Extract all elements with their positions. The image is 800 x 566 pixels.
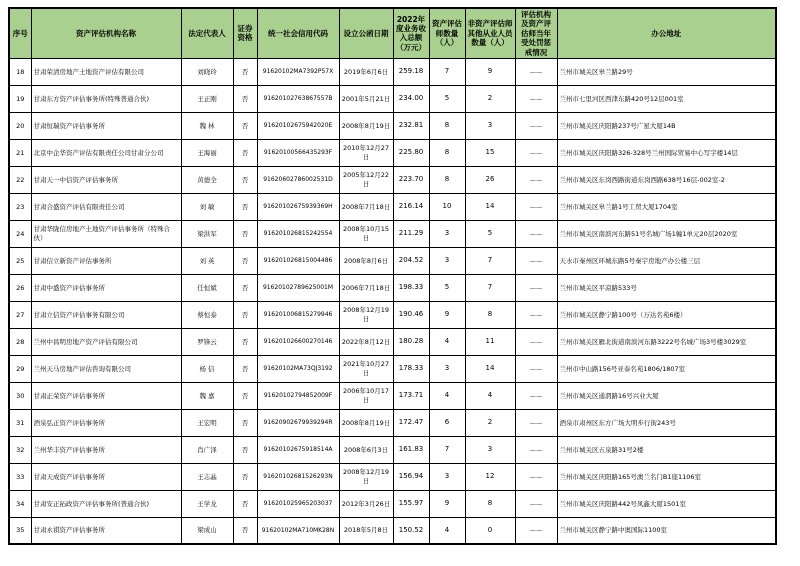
cell-income-2022: 173.71 xyxy=(393,382,429,409)
appraisal-agencies-table xyxy=(8,7,777,545)
cell-agency-name: 甘肃荣清房地产土地资产评估有限公司 xyxy=(31,58,181,85)
cell-credit-code: 91620100566435293F xyxy=(257,139,339,166)
cell-penalty-status: —— xyxy=(515,193,557,220)
table-row xyxy=(9,355,776,382)
col-header-appraiser-count: 资产评估师数量（人） xyxy=(429,8,465,58)
cell-other-staff-count: 9 xyxy=(465,58,515,85)
cell-legal-rep: 梁成山 xyxy=(181,517,233,544)
cell-credit-code: 916201026600270146 xyxy=(257,328,339,355)
cell-other-staff-count: 11 xyxy=(465,328,515,355)
cell-appraiser-count: 5 xyxy=(429,274,465,301)
cell-legal-rep: 刘晓玲 xyxy=(181,58,233,85)
cell-announce-date: 2008年12月19日 xyxy=(339,463,393,490)
cell-serial: 21 xyxy=(9,139,31,166)
cell-office-address: 兰州市城关区静宁路100号（万达名苑6楼） xyxy=(557,301,776,328)
cell-credit-code: 916201026815242554 xyxy=(257,220,339,247)
cell-appraiser-count: 8 xyxy=(429,139,465,166)
cell-credit-code: 91620902679939294R xyxy=(257,409,339,436)
cell-announce-date: 2012年3月26日 xyxy=(339,490,393,517)
cell-agency-name: 甘肃立信资产评估事务有限公司 xyxy=(31,301,181,328)
cell-income-2022: 232.81 xyxy=(393,112,429,139)
cell-serial: 29 xyxy=(9,355,31,382)
cell-serial: 33 xyxy=(9,463,31,490)
cell-announce-date: 2021年10月27日 xyxy=(339,355,393,382)
cell-credit-code: 91620102794852009F xyxy=(257,382,339,409)
cell-other-staff-count: 7 xyxy=(465,274,515,301)
cell-income-2022: 234.00 xyxy=(393,85,429,112)
cell-announce-date: 2008年10月15日 xyxy=(339,220,393,247)
cell-agency-name: 兰州中昌明房地产资产评估有限公司 xyxy=(31,328,181,355)
cell-other-staff-count: 4 xyxy=(465,382,515,409)
cell-income-2022: 211.29 xyxy=(393,220,429,247)
cell-legal-rep: 魏 嘉 xyxy=(181,382,233,409)
cell-income-2022: 155.97 xyxy=(393,490,429,517)
cell-agency-name: 甘肃永祺资产评估事务所 xyxy=(31,517,181,544)
cell-office-address: 兰州市城关区平凉路533号 xyxy=(557,274,776,301)
cell-legal-rep: 魏 林 xyxy=(181,112,233,139)
table-row xyxy=(9,112,776,139)
cell-credit-code: 91620102MA710MK28N xyxy=(257,517,339,544)
cell-income-2022: 150.52 xyxy=(393,517,429,544)
table-row xyxy=(9,328,776,355)
table-row xyxy=(9,166,776,193)
col-header-legal-rep: 法定代表人 xyxy=(181,8,233,58)
cell-securities-qualification: 否 xyxy=(233,490,257,517)
table-row xyxy=(9,193,776,220)
table-row xyxy=(9,382,776,409)
cell-appraiser-count: 6 xyxy=(429,409,465,436)
cell-serial: 18 xyxy=(9,58,31,85)
cell-income-2022: 259.18 xyxy=(393,58,429,85)
cell-securities-qualification: 否 xyxy=(233,193,257,220)
cell-announce-date: 2006年10月17日 xyxy=(339,382,393,409)
cell-credit-code: 916201026815004486 xyxy=(257,247,339,274)
cell-appraiser-count: 7 xyxy=(429,436,465,463)
cell-appraiser-count: 8 xyxy=(429,112,465,139)
cell-other-staff-count: 12 xyxy=(465,463,515,490)
cell-credit-code: 91620102681526293N xyxy=(257,463,339,490)
cell-credit-code: 91620102789625001M xyxy=(257,274,339,301)
cell-appraiser-count: 4 xyxy=(429,382,465,409)
cell-appraiser-count: 3 xyxy=(429,463,465,490)
cell-penalty-status: —— xyxy=(515,463,557,490)
cell-appraiser-count: 9 xyxy=(429,490,465,517)
cell-agency-name: 甘肃天成资产评估事务所 xyxy=(31,463,181,490)
cell-agency-name: 酒泉弘正资产评估事务所 xyxy=(31,409,181,436)
cell-legal-rep: 任恒斌 xyxy=(181,274,233,301)
col-header-credit-code: 统一社会信用代码 xyxy=(257,8,339,58)
cell-agency-name: 甘肃中盛资产评估事务所 xyxy=(31,274,181,301)
cell-legal-rep: 肖广泽 xyxy=(181,436,233,463)
cell-agency-name: 兰州华丰资产评估事务所 xyxy=(31,436,181,463)
cell-credit-code: 91620102763867557B xyxy=(257,85,339,112)
cell-agency-name: 北京中企华资产评估有限责任公司甘肃分公司 xyxy=(31,139,181,166)
cell-securities-qualification: 否 xyxy=(233,58,257,85)
cell-securities-qualification: 否 xyxy=(233,463,257,490)
cell-securities-qualification: 否 xyxy=(233,328,257,355)
cell-securities-qualification: 否 xyxy=(233,409,257,436)
cell-securities-qualification: 否 xyxy=(233,517,257,544)
cell-income-2022: 198.33 xyxy=(393,274,429,301)
cell-legal-rep: 罗锋云 xyxy=(181,328,233,355)
table-row xyxy=(9,139,776,166)
col-header-agency-name: 资产评估机构名称 xyxy=(31,8,181,58)
cell-announce-date: 2006年7月18日 xyxy=(339,274,393,301)
cell-penalty-status: —— xyxy=(515,301,557,328)
cell-office-address: 兰州市城关区庆阳路442号凤鑫大厦1501室 xyxy=(557,490,776,517)
cell-office-address: 兰州市城关区庆阳路237号广星大厦14B xyxy=(557,112,776,139)
cell-announce-date: 2001年5月21日 xyxy=(339,85,393,112)
cell-legal-rep: 王宏明 xyxy=(181,409,233,436)
cell-office-address: 天水市秦州区环城东路5号秦宇房地产办公楼三层 xyxy=(557,247,776,274)
cell-appraiser-count: 4 xyxy=(429,328,465,355)
table-row xyxy=(9,247,776,274)
table-row xyxy=(9,517,776,544)
table-row xyxy=(9,409,776,436)
cell-serial: 24 xyxy=(9,220,31,247)
table-row xyxy=(9,274,776,301)
cell-office-address: 兰州市城关区东岗西路街道东岗西路638号16层-002室-2 xyxy=(557,166,776,193)
table-body xyxy=(9,58,776,544)
cell-other-staff-count: 2 xyxy=(465,85,515,112)
cell-announce-date: 2008年8月19日 xyxy=(339,409,393,436)
cell-announce-date: 2019年6月6日 xyxy=(339,58,393,85)
cell-securities-qualification: 否 xyxy=(233,301,257,328)
cell-securities-qualification: 否 xyxy=(233,274,257,301)
cell-penalty-status: —— xyxy=(515,58,557,85)
cell-serial: 19 xyxy=(9,85,31,112)
cell-serial: 27 xyxy=(9,301,31,328)
table-row xyxy=(9,220,776,247)
cell-income-2022: 172.47 xyxy=(393,409,429,436)
cell-office-address: 兰州市城关区庆阳路326-328号兰州国际贸易中心写字楼14层 xyxy=(557,139,776,166)
cell-credit-code: 916201006815279946 xyxy=(257,301,339,328)
cell-other-staff-count: 3 xyxy=(465,112,515,139)
cell-securities-qualification: 否 xyxy=(233,355,257,382)
cell-serial: 28 xyxy=(9,328,31,355)
cell-serial: 34 xyxy=(9,490,31,517)
cell-income-2022: 178.33 xyxy=(393,355,429,382)
cell-credit-code: 916201025965203037 xyxy=(257,490,339,517)
cell-credit-code: 91620102675918514A xyxy=(257,436,339,463)
cell-serial: 22 xyxy=(9,166,31,193)
cell-securities-qualification: 否 xyxy=(233,220,257,247)
cell-legal-rep: 王学龙 xyxy=(181,490,233,517)
cell-income-2022: 156.94 xyxy=(393,463,429,490)
cell-other-staff-count: 26 xyxy=(465,166,515,193)
cell-penalty-status: —— xyxy=(515,247,557,274)
cell-serial: 30 xyxy=(9,382,31,409)
cell-legal-rep: 刘 英 xyxy=(181,247,233,274)
cell-appraiser-count: 9 xyxy=(429,301,465,328)
cell-serial: 32 xyxy=(9,436,31,463)
cell-legal-rep: 杨 信 xyxy=(181,355,233,382)
cell-penalty-status: —— xyxy=(515,166,557,193)
cell-penalty-status: —— xyxy=(515,112,557,139)
cell-legal-rep: 王志晶 xyxy=(181,463,233,490)
cell-other-staff-count: 3 xyxy=(465,436,515,463)
cell-agency-name: 甘肃信立新资产评估事务所 xyxy=(31,247,181,274)
cell-penalty-status: —— xyxy=(515,517,557,544)
cell-serial: 35 xyxy=(9,517,31,544)
cell-other-staff-count: 0 xyxy=(465,517,515,544)
cell-agency-name: 甘肃正荣资产评估事务所 xyxy=(31,382,181,409)
cell-agency-name: 甘肃华陇信房地产土地资产评估事务所（特殊合伙） xyxy=(31,220,181,247)
cell-office-address: 兰州市中山路156号亚泰名苑1806/1807室 xyxy=(557,355,776,382)
cell-other-staff-count: 5 xyxy=(465,220,515,247)
cell-appraiser-count: 7 xyxy=(429,58,465,85)
cell-agency-name: 甘肃安正拓政资产评估事务所(普通合伙) xyxy=(31,490,181,517)
cell-appraiser-count: 8 xyxy=(429,166,465,193)
cell-announce-date: 2022年8月12日 xyxy=(339,328,393,355)
cell-appraiser-count: 3 xyxy=(429,355,465,382)
cell-other-staff-count: 15 xyxy=(465,139,515,166)
col-header-income-2022: 2022年度业务收入总额（万元） xyxy=(393,8,429,58)
cell-announce-date: 2010年12月27日 xyxy=(339,139,393,166)
table-row xyxy=(9,463,776,490)
cell-serial: 23 xyxy=(9,193,31,220)
col-header-other-staff-count: 非资产评估师其他从业人员数量（人） xyxy=(465,8,515,58)
cell-income-2022: 223.70 xyxy=(393,166,429,193)
cell-credit-code: 91620102675939369H xyxy=(257,193,339,220)
cell-agency-name: 甘肃合盛资产评估有限责任公司 xyxy=(31,193,181,220)
cell-penalty-status: —— xyxy=(515,220,557,247)
col-header-penalty-status: 评估机构及资产评估师当年受处罚惩戒情况 xyxy=(515,8,557,58)
col-header-announce-date: 设立公函日期 xyxy=(339,8,393,58)
cell-other-staff-count: 8 xyxy=(465,301,515,328)
cell-office-address: 兰州市城关区皋兰路1号工贸大厦1704室 xyxy=(557,193,776,220)
cell-announce-date: 2008年6月3日 xyxy=(339,436,393,463)
cell-office-address: 兰州市城关区通渭路16号兴业大厦 xyxy=(557,382,776,409)
cell-penalty-status: —— xyxy=(515,409,557,436)
cell-legal-rep: 王正刚 xyxy=(181,85,233,112)
cell-penalty-status: —— xyxy=(515,85,557,112)
cell-office-address: 兰州市城关区庆阳路165号澳兰名门B1座1106室 xyxy=(557,463,776,490)
cell-appraiser-count: 3 xyxy=(429,247,465,274)
cell-penalty-status: —— xyxy=(515,328,557,355)
cell-income-2022: 225.80 xyxy=(393,139,429,166)
cell-securities-qualification: 否 xyxy=(233,382,257,409)
table-row xyxy=(9,436,776,463)
cell-legal-rep: 梁洪军 xyxy=(181,220,233,247)
cell-legal-rep: 王海丽 xyxy=(181,139,233,166)
cell-other-staff-count: 2 xyxy=(465,409,515,436)
cell-announce-date: 2005年12月22日 xyxy=(339,166,393,193)
cell-office-address: 兰州市城关区静宁路中奥国际1100室 xyxy=(557,517,776,544)
cell-announce-date: 2008年12月19日 xyxy=(339,301,393,328)
cell-other-staff-count: 7 xyxy=(465,247,515,274)
cell-legal-rep: 刘 敏 xyxy=(181,193,233,220)
cell-office-address: 兰州市七里河区西津东路420号12层001室 xyxy=(557,85,776,112)
cell-appraiser-count: 5 xyxy=(429,85,465,112)
cell-legal-rep: 蔡恒泰 xyxy=(181,301,233,328)
cell-appraiser-count: 4 xyxy=(429,517,465,544)
cell-credit-code: 91620102675942020E xyxy=(257,112,339,139)
cell-securities-qualification: 否 xyxy=(233,112,257,139)
cell-securities-qualification: 否 xyxy=(233,247,257,274)
col-header-serial: 序号 xyxy=(9,8,31,58)
cell-securities-qualification: 否 xyxy=(233,166,257,193)
cell-penalty-status: —— xyxy=(515,490,557,517)
cell-office-address: 兰州市城关区南滨河东路51号名城广场1幢1单元20层2020室 xyxy=(557,220,776,247)
cell-securities-qualification: 否 xyxy=(233,85,257,112)
cell-office-address: 酒泉市肃州区东方广场大明步行街243号 xyxy=(557,409,776,436)
header-row xyxy=(9,8,776,58)
cell-credit-code: 91620102MA73QJ3192 xyxy=(257,355,339,382)
cell-securities-qualification: 否 xyxy=(233,436,257,463)
cell-penalty-status: —— xyxy=(515,274,557,301)
cell-income-2022: 204.52 xyxy=(393,247,429,274)
cell-agency-name: 甘肃天一中信资产评估事务所 xyxy=(31,166,181,193)
cell-announce-date: 2008年8月6日 xyxy=(339,247,393,274)
cell-office-address: 兰州市城关区皋兰路29号 xyxy=(557,58,776,85)
cell-income-2022: 216.14 xyxy=(393,193,429,220)
cell-announce-date: 2008年7月18日 xyxy=(339,193,393,220)
table-row xyxy=(9,58,776,85)
cell-announce-date: 2008年8月19日 xyxy=(339,112,393,139)
cell-announce-date: 2018年5月8日 xyxy=(339,517,393,544)
cell-penalty-status: —— xyxy=(515,382,557,409)
cell-income-2022: 190.46 xyxy=(393,301,429,328)
cell-agency-name: 甘肃东方资产评估事务所(特殊普通合伙) xyxy=(31,85,181,112)
cell-credit-code: 91620602786002531D xyxy=(257,166,339,193)
cell-penalty-status: —— xyxy=(515,355,557,382)
cell-serial: 31 xyxy=(9,409,31,436)
col-header-office-address: 办公地址 xyxy=(557,8,776,58)
cell-appraiser-count: 3 xyxy=(429,220,465,247)
col-header-securities-qualification: 证券资格 xyxy=(233,8,257,58)
cell-securities-qualification: 否 xyxy=(233,139,257,166)
cell-serial: 20 xyxy=(9,112,31,139)
cell-appraiser-count: 10 xyxy=(429,193,465,220)
cell-agency-name: 甘肃恒瑞资产评估事务所 xyxy=(31,112,181,139)
table-row xyxy=(9,301,776,328)
cell-other-staff-count: 14 xyxy=(465,355,515,382)
cell-penalty-status: —— xyxy=(515,139,557,166)
cell-serial: 26 xyxy=(9,274,31,301)
cell-agency-name: 兰州天马房地产评估咨询有限公司 xyxy=(31,355,181,382)
cell-income-2022: 180.28 xyxy=(393,328,429,355)
cell-legal-rep: 黄德全 xyxy=(181,166,233,193)
cell-office-address: 兰州市城关区雁北街道南滨河东路3222号名城广场3号楼3029室 xyxy=(557,328,776,355)
table-row xyxy=(9,490,776,517)
cell-credit-code: 91620102MA7392P57X xyxy=(257,58,339,85)
cell-other-staff-count: 8 xyxy=(465,490,515,517)
cell-serial: 25 xyxy=(9,247,31,274)
cell-other-staff-count: 14 xyxy=(465,193,515,220)
table-row xyxy=(9,85,776,112)
cell-income-2022: 161.83 xyxy=(393,436,429,463)
cell-penalty-status: —— xyxy=(515,436,557,463)
cell-office-address: 兰州市城关区五泉路31号2楼 xyxy=(557,436,776,463)
